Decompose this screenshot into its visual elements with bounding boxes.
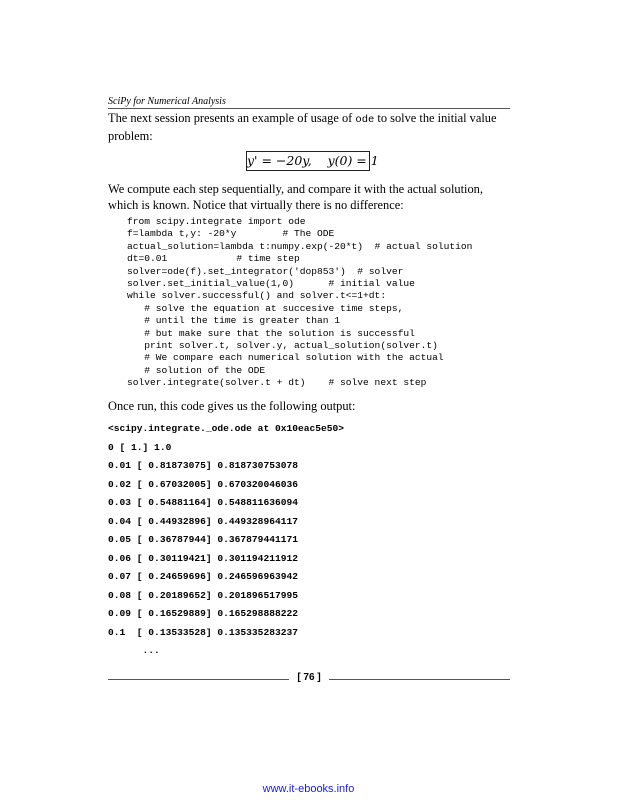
code-line: # but make sure that the solution is successful	[127, 327, 415, 339]
intro-code-word: ode	[355, 114, 375, 126]
output-line: 0.04 [ 0.44932896] 0.449328964117	[108, 515, 298, 527]
output-line: 0.09 [ 0.16529889] 0.165298888222	[108, 608, 298, 619]
output-line: 0.02 [ 0.67032005] 0.670320046036	[108, 478, 298, 490]
footer-rule-right	[329, 679, 510, 680]
description-paragraph: We compute each step sequentially, and compare it with the actual solution, which is known. Notice that virtually there is no difference:	[108, 182, 483, 212]
code-line: print solver.t, solver.y, actual_solution(solver.t)	[127, 340, 438, 352]
footer-rule-left	[108, 679, 289, 680]
code-block	[127, 216, 472, 390]
footer-link[interactable]: www.it-ebooks.info	[262, 783, 355, 795]
output-intro: Once run, this code gives us the following output:	[108, 399, 356, 413]
output-line: 0.01 [ 0.81873075] 0.818730753078	[108, 460, 298, 471]
code-line: from scipy.integrate import ode	[127, 216, 306, 227]
page-number: [ 76 ]	[297, 672, 321, 683]
header-rule	[108, 108, 510, 109]
code-line: solver.set_initial_value(1,0) # initial value	[127, 278, 415, 290]
output-line: 0.03 [ 0.54881164] 0.548811636094	[108, 497, 298, 508]
output-line: 0.08 [ 0.20189652] 0.201896517995	[108, 589, 298, 601]
code-line: actual_solution=lambda t:numpy.exp(-20*t) # actual solution	[127, 240, 473, 252]
intro-text-before: The next session presents an example of usage of	[108, 111, 356, 125]
code-line: f=lambda t,y: -20*y # The ODE	[127, 228, 335, 240]
code-line: # We compare each numerical solution with the actual	[127, 352, 444, 364]
intro-text-after: to solve the initial value problem:	[108, 111, 497, 143]
running-header: SciPy for Numerical Analysis	[108, 96, 226, 107]
output-line: <scipy.integrate._ode.ode at 0x10eac5e50>	[108, 423, 345, 434]
intro-paragraph	[108, 110, 508, 144]
output-line: 0 [ 1.] 1.0	[108, 441, 172, 453]
code-line: dt=0.01 # time step	[127, 253, 300, 265]
output-line: 0.06 [ 0.30119421] 0.301194211912	[108, 552, 298, 564]
code-line: while solver.successful() and solver.t<=1+dt:	[127, 290, 387, 302]
code-line: # solution of the ODE	[127, 364, 266, 376]
code-line: # until the time is greater than 1	[127, 315, 341, 327]
code-line: solver.integrate(solver.t + dt) # solve next step	[127, 377, 427, 389]
code-line: # solve the equation at succesive time steps,	[127, 302, 404, 314]
output-line: 0.07 [ 0.24659696] 0.246596963942	[108, 571, 298, 582]
output-line: 0.05 [ 0.36787944] 0.367879441171	[108, 534, 298, 545]
equation-box: y' = −20y, y(0) = 1	[246, 151, 370, 171]
output-line: ...	[108, 645, 160, 656]
output-line: 0.1 [ 0.13533528] 0.135335283237	[108, 626, 298, 638]
code-line: solver=ode(f).set_integrator('dop853') # solver	[127, 265, 404, 277]
output-block	[108, 420, 344, 661]
